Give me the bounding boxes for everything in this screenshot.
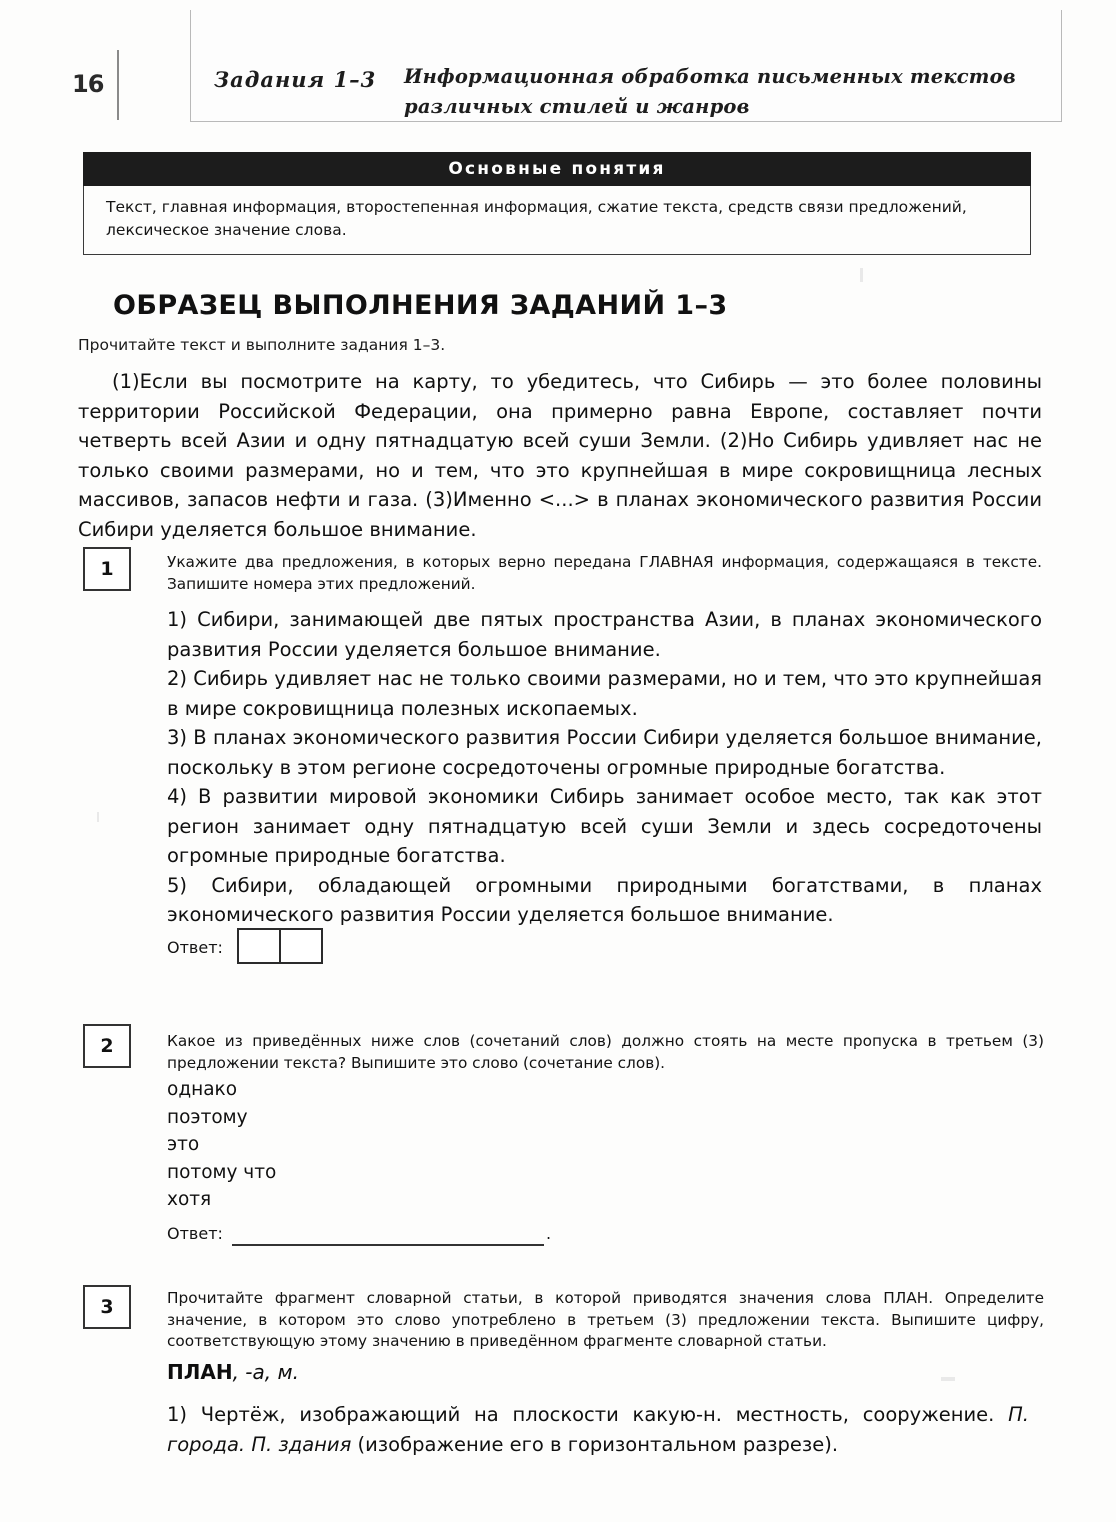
scan-artifact	[860, 268, 863, 282]
task-number-3: 3	[83, 1285, 131, 1329]
task-number-2: 2	[83, 1024, 131, 1068]
task-2-prompt: Какое из приведённых ниже слов (сочетаний слов) должно стоять на месте пропуска в третьем (3) предложении текста? Выпишите это слово (сочетание слов).	[167, 1032, 1044, 1072]
sample-instruction: Прочитайте текст и выполните задания 1–3.	[78, 336, 446, 354]
task-1-option: 4) В развитии мировой экономики Сибирь занимает особое место, так как этот регион занимает одну пятнадцатую всей суши Земли и здесь сосредоточены огромные природные богатства.	[167, 785, 1042, 867]
task-2-answer-terminator: .	[546, 1224, 552, 1243]
key-concepts-title: Основные понятия	[83, 152, 1031, 186]
task-2-options	[167, 1076, 276, 1214]
answer-cell[interactable]	[279, 928, 323, 964]
task-1-option: 2) Сибирь удивляет нас не только своими размерами, но и тем, что это крупнейшая в мире сокровищница полезных ископаемых.	[167, 667, 1042, 720]
scan-artifact	[97, 812, 99, 822]
task-2-option: это	[167, 1134, 200, 1155]
task-number-1: 1	[83, 547, 131, 591]
dictionary-entry-main: 1) Чертёж, изображающий на плоскости какую-н. местность, сооружение.	[167, 1403, 1009, 1426]
sample-heading: ОБРАЗЕЦ ВЫПОЛНЕНИЯ ЗАДАНИЙ 1–3	[113, 290, 728, 321]
header-title: Информационная обработка письменных текстов различных стилей и жанров	[404, 65, 1016, 118]
task-2-answer-label: Ответ:	[167, 1224, 223, 1243]
dictionary-grammar: , -а, м.	[232, 1360, 299, 1384]
task-1-prompt: Укажите два предложения, в которых верно передана ГЛАВНАЯ информация, содержащаяся в тексте. Запишите номера этих предложений.	[167, 553, 1042, 593]
task-1-options	[167, 605, 1042, 930]
task-1-option: 1) Сибири, занимающей две пятых пространства Азии, в планах экономического развития России уделяется большое внимание.	[167, 608, 1042, 661]
task-1-answer-boxes[interactable]	[237, 928, 323, 964]
page-number: 16	[72, 70, 104, 98]
scan-artifact	[941, 1377, 955, 1381]
task-2-option: однако	[167, 1079, 238, 1100]
task-1-option: 5) Сибири, обладающей огромными природными богатствами, в планах экономического развития России уделяется большое внимание.	[167, 873, 1042, 926]
key-concepts-block	[83, 152, 1031, 255]
dictionary-headword-text: ПЛАН	[167, 1360, 233, 1384]
task-2-answer-line[interactable]	[232, 1244, 544, 1246]
task-3-prompt: Прочитайте фрагмент словарной статьи, в которой приводятся значения слова ПЛАН. Определите значение, в котором это слово употреблено в третьем (3) предложении текста. Выпишите цифру, соответствующую этому значению в приведённом фрагменте словарной статьи.	[167, 1289, 1044, 1350]
header-divider-rule	[117, 50, 119, 120]
task-2-option: поэтому	[167, 1106, 248, 1128]
dictionary-entry-tail: (изображение его в горизонтальном разрезе).	[357, 1432, 839, 1456]
task-1-option: 3) В планах экономического развития России Сибири уделяется большое внимание, поскольку в этом регионе сосредоточены огромные природные богатства.	[167, 726, 1042, 779]
page-header	[0, 10, 1116, 125]
task-2-option: потому что	[167, 1161, 277, 1183]
key-concepts-body: Текст, главная информация, второстепенная информация, сжатие текста, средств связи предложений, лексическое значение слова.	[83, 186, 1031, 255]
dictionary-entry-examples: П. города. П. здания	[167, 1403, 1029, 1456]
dictionary-entry-1	[167, 1400, 1029, 1459]
dictionary-headword	[167, 1360, 299, 1384]
reading-passage: (1)Если вы посмотрите на карту, то убедитесь, что Сибирь — это более половины территории Российской Федерации, она примерно равна Европе, составляет почти четверть всей Азии и одну пятнадцатую всей суши Земли. (2)Но Сибирь удивляет нас не только своими размерами, но и тем, что это крупнейшая в мире сокровищница лесных массивов, запасов нефти и газа. (3)Именно <...> в планах экономического развития России Сибири уделяется большое внимание.	[78, 370, 1042, 541]
answer-cell[interactable]	[237, 928, 281, 964]
task-1-answer-label: Ответ:	[167, 938, 223, 957]
task-2-option: хотя	[167, 1189, 212, 1210]
header-task-label: Задания 1–3	[214, 67, 377, 92]
